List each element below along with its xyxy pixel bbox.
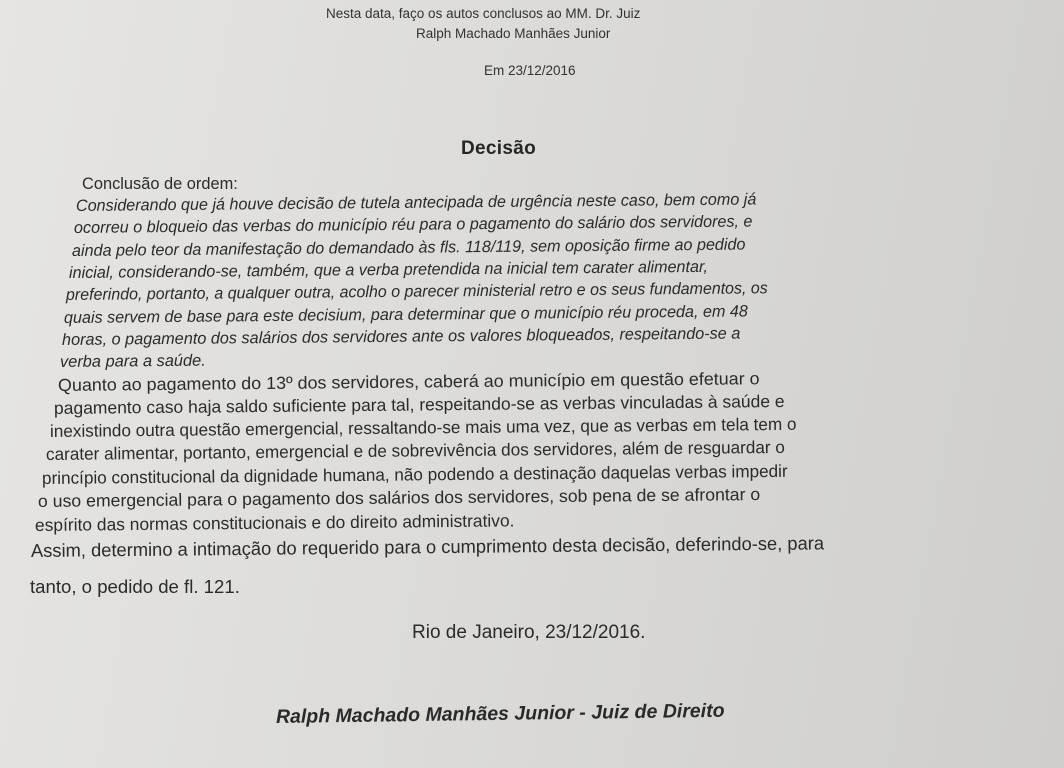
paragraph-1-line: verba para a saúde.: [59, 351, 206, 371]
paragraph-1-line: Considerando que já houve decisão de tutela antecipada de urgência neste caso, bem como já: [75, 190, 757, 215]
paragraph-1-line: quais servem de base para este decisium, para determinar que o município réu proceda, em 48: [63, 302, 748, 327]
paragraph-2-line: pagamento caso haja saldo suficiente para tal, respeitando-se as verbas vinculadas à saúde e: [53, 390, 785, 418]
paragraph-1-line: inicial, considerando-se, também, que a verba pretendida na inicial tem carater alimentar,: [68, 257, 709, 282]
judge-signature: Ralph Machado Manhães Junior - Juiz de Direito: [275, 699, 725, 728]
paragraph-3-line: Assim, determino a intimação do requerido para o cumprimento desta decisão, deferindo-se, para: [30, 532, 825, 561]
paragraph-3-line: tanto, o pedido de fl. 121.: [30, 576, 240, 597]
paragraph-2-line: o uso emergencial para o pagamento dos salários dos servidores, sob pena de se afrontar o: [37, 484, 761, 511]
place-and-date: Rio de Janeiro, 23/12/2016.: [412, 622, 646, 643]
conclusion-notice-line: Nesta data, faço os autos conclusos ao MM. Dr. Juiz: [326, 6, 641, 21]
paragraph-1-line: preferindo, portanto, a qualquer outra, acolho o parecer ministerial retro e os seus fundamentos, os: [65, 279, 768, 304]
opening-line: Conclusão de ordem:: [82, 175, 238, 193]
paragraph-1-line: ainda pelo teor da manifestação do demandado às fls. 118/119, sem oposição firme ao pedido: [71, 235, 746, 260]
document-title: Decisão: [461, 138, 536, 159]
paragraph-1-line: horas, o pagamento dos salários dos servidores ante os valores bloqueados, respeitando-se a: [61, 324, 741, 349]
paragraph-1-line: ocorreu o bloqueio das verbas do município réu para o pagamento do salário dos servidores, e: [73, 212, 753, 237]
paragraph-2-line: princípio constitucional da dignidade humana, não podendo a destinação daquelas verbas impedir: [41, 460, 788, 488]
judge-name-header: Ralph Machado Manhães Junior: [416, 26, 611, 41]
paragraph-2-line: inexistindo outra questão emergencial, ressaltando-se mais uma vez, que as verbas em tela tem o: [49, 413, 797, 441]
paragraph-2-line: carater alimentar, portanto, emergencial e de sobrevivência dos servidores, além de resguardar o: [45, 436, 785, 464]
conclusion-date: Em 23/12/2016: [484, 63, 576, 78]
paragraph-2-line: espírito das normas constitucionais e do direito administrativo.: [34, 510, 515, 535]
paragraph-2-line: Quanto ao pagamento do 13º dos servidores, caberá ao município em questão efetuar o: [57, 368, 760, 395]
